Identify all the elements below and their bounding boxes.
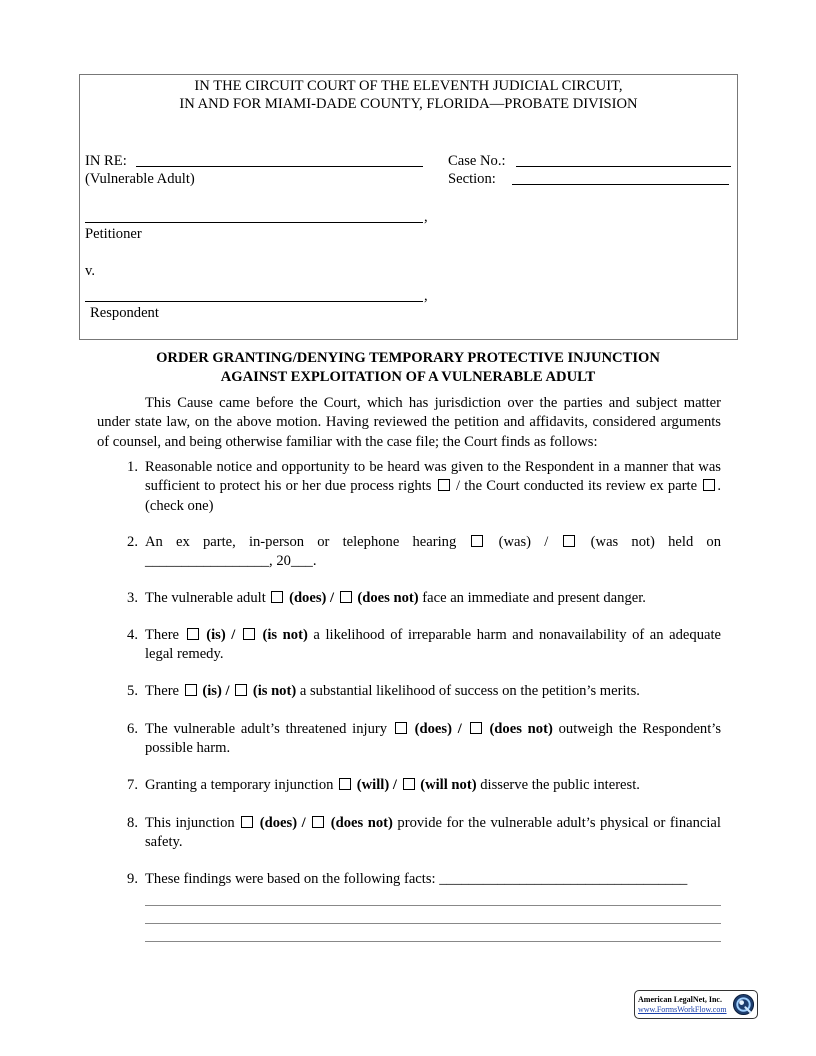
safety-does-not-checkbox[interactable] (312, 816, 324, 828)
case-number-field[interactable] (516, 166, 731, 167)
finding-8-opt1: (does) / (259, 815, 306, 831)
finding-4-text-a: There (145, 627, 180, 643)
finding-2-opt1: (was) (498, 534, 532, 550)
publisher-website-link[interactable]: www.FormsWorkFlow.com (638, 1005, 727, 1014)
finding-7-text-b: disserve the public interest. (480, 777, 640, 793)
hearing-date-field[interactable]: _________________, 20___. (145, 553, 317, 570)
finding-3-opt1: (does) / (289, 590, 335, 606)
finding-9-text-a: These findings were based on the following facts: (145, 871, 436, 887)
publisher-name: American LegalNet, Inc. (638, 995, 722, 1004)
intro-paragraph: This Cause came before the Court, which has jurisdiction over the parties and subject matter under state law, on the above motion. Having reviewed the petition and affidavits, considered arguments of counsel, and being otherwise familiar with the case file; the Court finds as follows: (97, 395, 721, 450)
vulnerable-adult-name-field[interactable] (136, 166, 423, 167)
finding-5-text-b: a substantial likelihood of success on the petition’s merits. (299, 683, 640, 699)
finding-7-opt2: (will not) (420, 777, 477, 793)
finding-3-text-a: The vulnerable adult (145, 590, 266, 606)
finding-1-text-b: / the Court conducted its review ex parte (455, 478, 698, 495)
danger-does-checkbox[interactable] (271, 591, 283, 603)
hearing-was-not-checkbox[interactable] (563, 535, 575, 547)
case-no-label: Case No.: (448, 153, 506, 169)
finding-1-text-c: . (check one) (145, 478, 721, 514)
outweigh-does-checkbox[interactable] (395, 722, 407, 734)
finding-number: 5. (127, 683, 138, 699)
finding-number: 7. (127, 777, 138, 793)
section-label: Section: (448, 171, 496, 187)
globe-icon (732, 993, 755, 1016)
success-is-checkbox[interactable] (185, 684, 197, 696)
finding-8-text-b: provide for the vulnerable adult’s physical or financial safety. (145, 815, 721, 851)
finding-8 (118, 814, 721, 853)
finding-1-text-a: Reasonable notice and opportunity to be heard was given to the Respondent in a manner that was sufficient to protect his or her due process rights (145, 459, 721, 495)
finding-number: 1. (127, 459, 138, 475)
finding-6-text-b: outweigh the Respondent’s possible harm. (145, 721, 722, 757)
petitioner-comma: , (424, 209, 428, 225)
respondent-label: Respondent (90, 305, 159, 321)
in-re-label: IN RE: (85, 153, 127, 169)
finding-2-sep: / (544, 534, 549, 550)
finding-8-opt2: (does not) (330, 815, 393, 831)
finding-6-opt1: (does) / (414, 721, 462, 737)
respondent-comma: , (424, 288, 428, 304)
case-caption-box (79, 74, 738, 340)
finding-number: 8. (127, 815, 138, 831)
safety-does-checkbox[interactable] (241, 816, 253, 828)
petitioner-label: Petitioner (85, 226, 142, 242)
versus-label: v. (85, 263, 95, 279)
finding-number: 9. (127, 871, 138, 887)
petitioner-name-field[interactable] (85, 222, 423, 223)
harm-is-not-checkbox[interactable] (243, 628, 255, 640)
facts-line-4[interactable] (145, 941, 721, 942)
finding-number: 2. (127, 534, 138, 550)
court-name-line2: IN AND FOR MIAMI-DADE COUNTY, FLORIDA—PROBATE DIVISION (179, 96, 638, 112)
finding-3-opt2: (does not) (357, 590, 419, 606)
finding-4-opt1: (is) / (206, 627, 236, 643)
court-name-line1: IN THE CIRCUIT COURT OF THE ELEVENTH JUDICIAL CIRCUIT, (194, 78, 623, 94)
facts-first-line-field[interactable]: __________________________________ (439, 871, 688, 887)
danger-does-not-checkbox[interactable] (340, 591, 352, 603)
finding-5-opt1: (is) / (202, 683, 230, 699)
finding-number: 6. (127, 721, 138, 737)
finding-2-opt2: (was not) (590, 534, 655, 550)
section-field[interactable] (512, 184, 729, 185)
finding-6 (118, 720, 721, 759)
finding-9 (118, 870, 721, 889)
finding-6-text-a: The vulnerable adult’s threatened injury (145, 721, 388, 737)
harm-is-checkbox[interactable] (187, 628, 199, 640)
order-title-line2: AGAINST EXPLOITATION OF A VULNERABLE ADULT (220, 369, 596, 385)
finding-8-text-a: This injunction (145, 815, 235, 831)
publisher-logo (634, 990, 758, 1019)
success-is-not-checkbox[interactable] (235, 684, 247, 696)
finding-5-opt2: (is not) (252, 683, 297, 699)
facts-line-2[interactable] (145, 905, 721, 906)
finding-7 (118, 776, 721, 795)
finding-5 (118, 682, 721, 701)
finding-1 (118, 458, 721, 516)
finding-2 (118, 533, 721, 572)
order-title-line1: ORDER GRANTING/DENYING TEMPORARY PROTECTIVE INJUNCTION (156, 350, 660, 366)
finding-2-text-a: An ex parte, in-person or telephone hearing (145, 534, 457, 550)
disserve-will-checkbox[interactable] (339, 778, 351, 790)
facts-line-3[interactable] (145, 923, 721, 924)
vulnerable-adult-label: (Vulnerable Adult) (85, 171, 195, 187)
finding-5-text-a: There (145, 683, 180, 699)
outweigh-does-not-checkbox[interactable] (470, 722, 482, 734)
finding-4 (118, 626, 721, 665)
disserve-will-not-checkbox[interactable] (403, 778, 415, 790)
finding-7-opt1: (will) / (356, 777, 397, 793)
finding-number: 4. (127, 627, 138, 643)
finding-7-text-a: Granting a temporary injunction (145, 777, 334, 793)
finding-6-opt2: (does not) (489, 721, 553, 737)
notice-given-checkbox[interactable] (438, 479, 450, 491)
finding-3-text-b: face an immediate and present danger. (422, 590, 646, 606)
ex-parte-review-checkbox[interactable] (703, 479, 715, 491)
finding-3 (118, 589, 721, 608)
finding-4-text-b: a likelihood of irreparable harm and nonavailability of an adequate legal remedy. (145, 627, 722, 663)
finding-number: 3. (127, 590, 138, 606)
respondent-name-field[interactable] (85, 301, 423, 302)
hearing-was-checkbox[interactable] (471, 535, 483, 547)
finding-4-opt2: (is not) (262, 627, 308, 643)
finding-2-text-b: held on (668, 534, 722, 550)
